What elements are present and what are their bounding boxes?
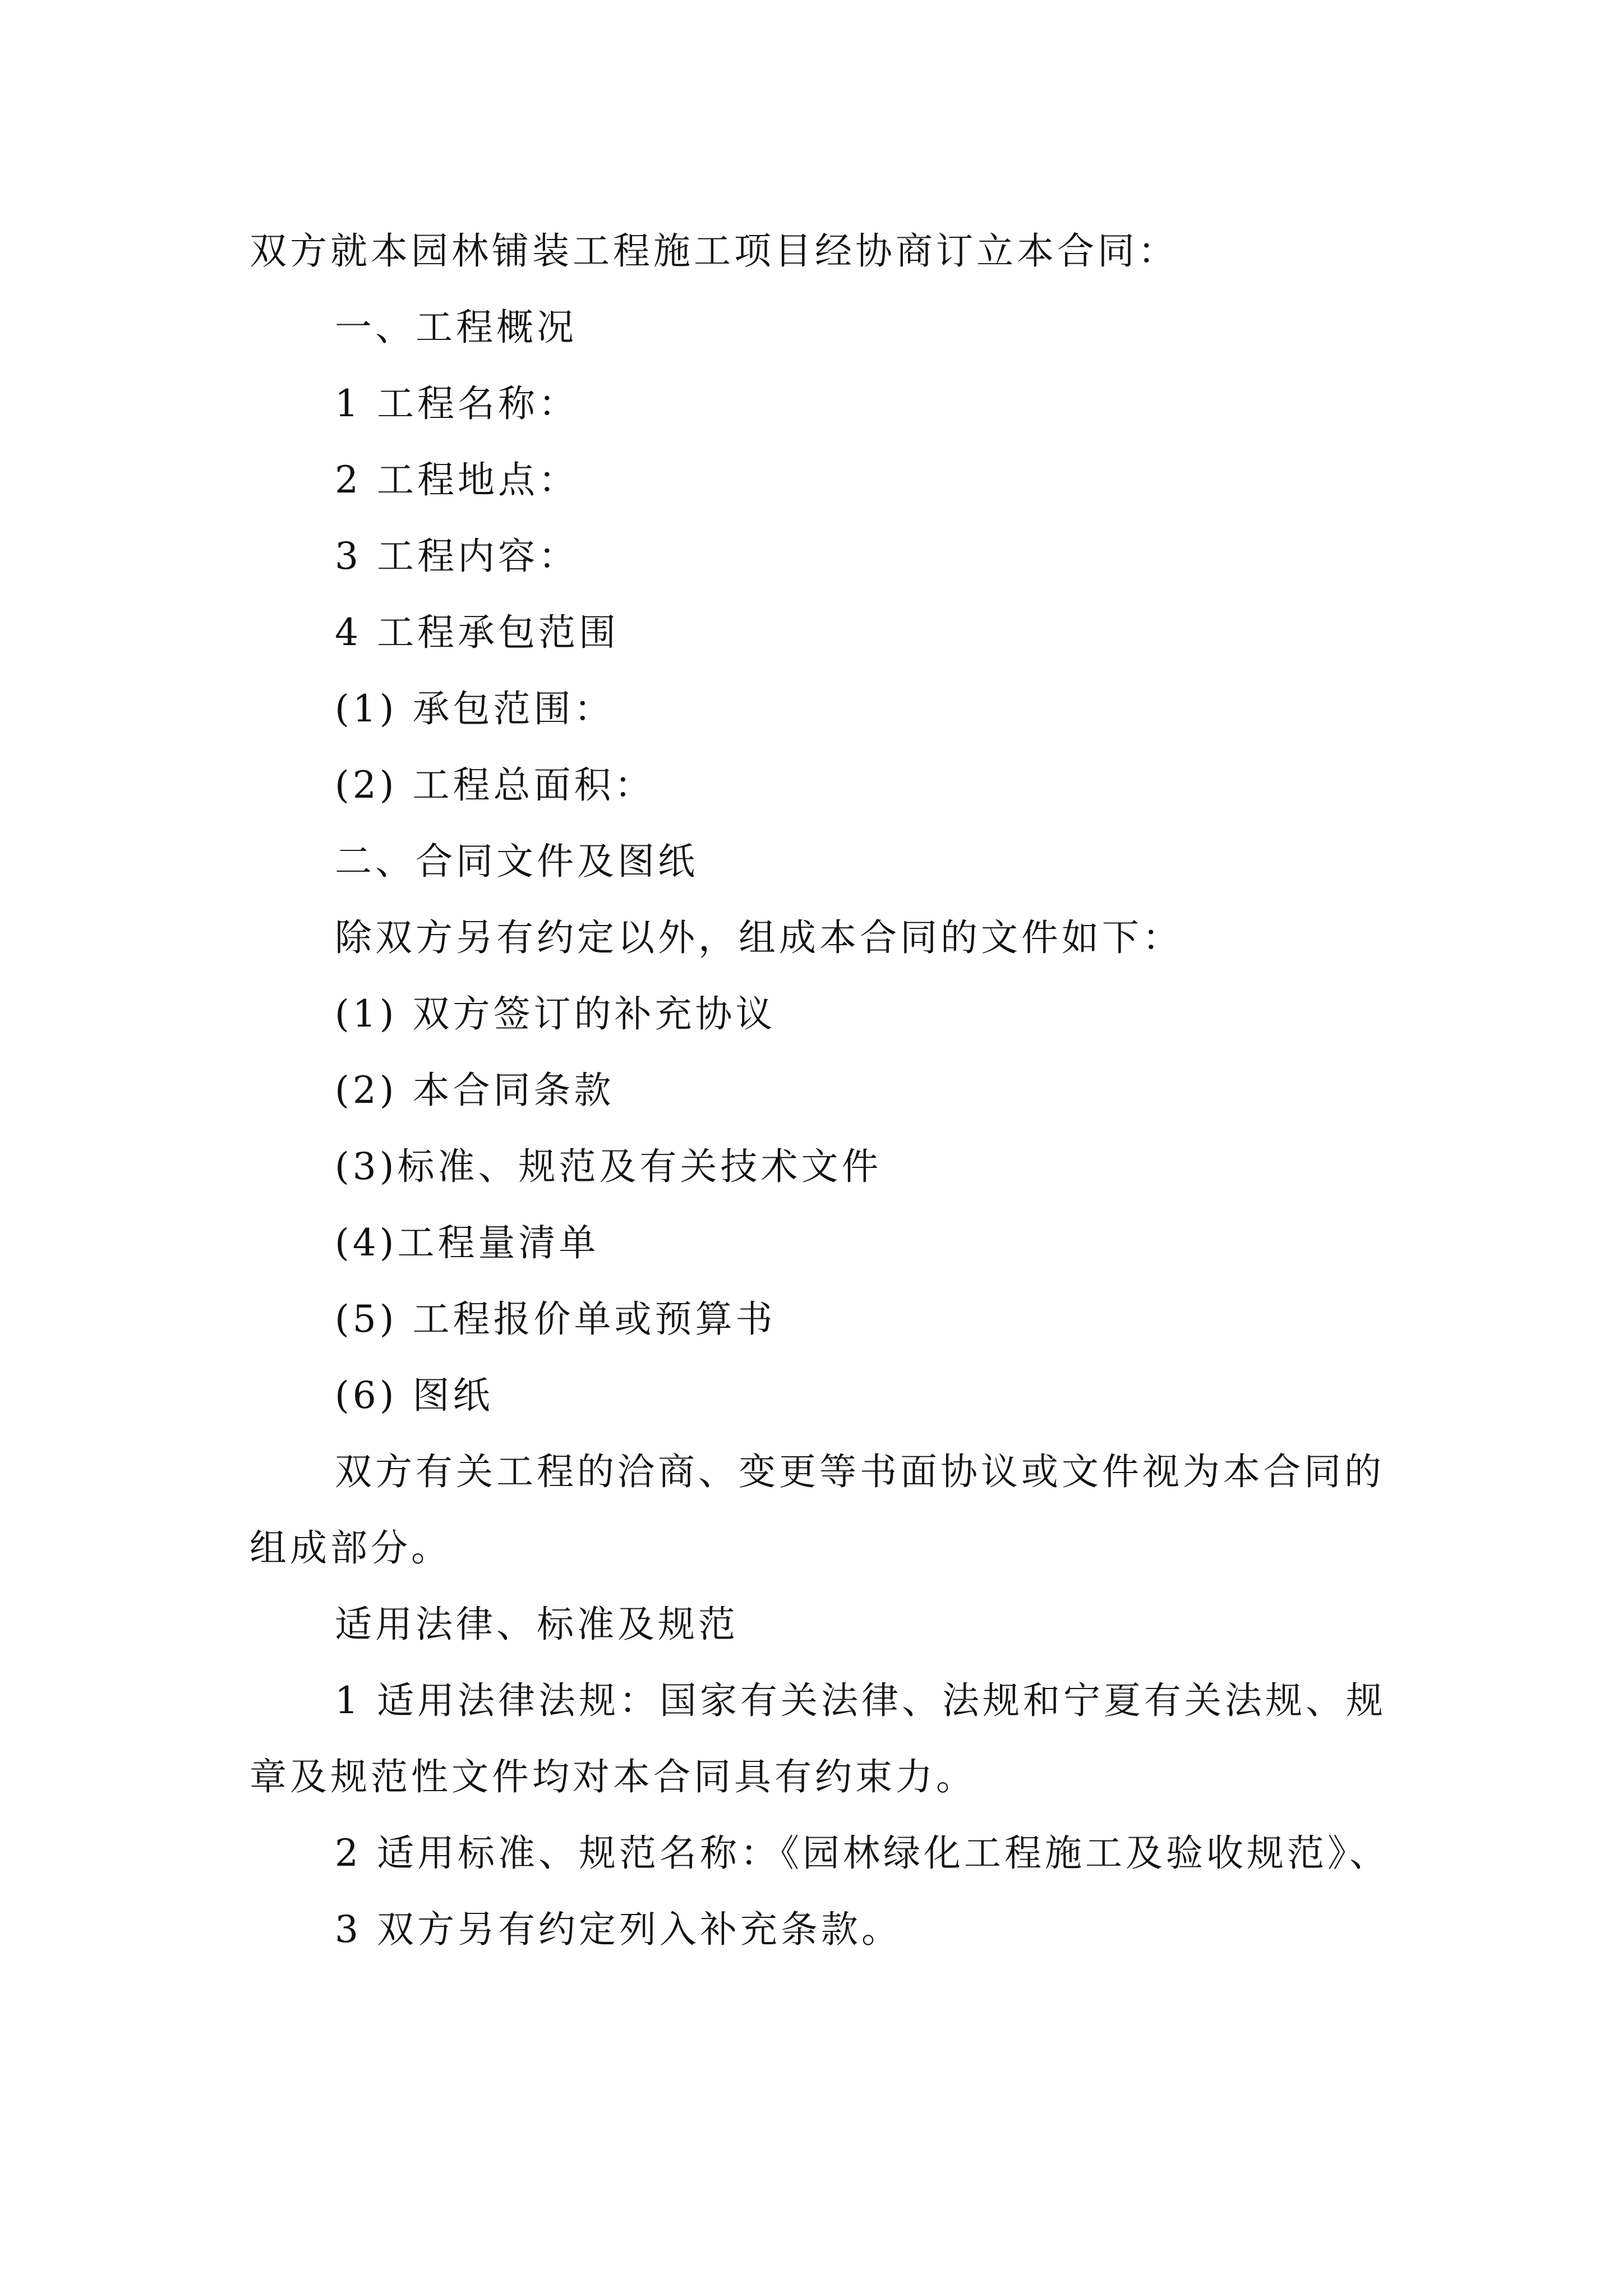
document-item-6: (6) 图纸 (335, 1374, 494, 1417)
laws-item-1: 1 适用法律法规：国家有关法律、法规和宁夏有关法规、规章及规范性文件均对本合同具有约束力。 (250, 1679, 1386, 1798)
section-heading-documents: 二、合同文件及图纸 (335, 840, 698, 883)
section-heading-overview: 一、工程概况 (335, 306, 577, 349)
document-body (250, 213, 1396, 1968)
intro-paragraph: 双方就本园林铺装工程施工项目经协商订立本合同： (250, 229, 1178, 273)
contract-scope-heading: 4 工程承包范围 (335, 611, 619, 654)
document-item-2: (2) 本合同条款 (335, 1069, 615, 1112)
project-name-line: 1 工程名称： (335, 382, 579, 425)
laws-item-2: 2 适用标准、规范名称：《园林绿化工程施工及验收规范》、 (335, 1832, 1390, 1875)
scope-item-2: (2) 工程总面积： (335, 763, 655, 807)
documents-note-paragraph: 双方有关工程的洽商、变更等书面协议或文件视为本合同的组成部分。 (250, 1450, 1385, 1570)
section-heading-laws: 适用法律、标准及规范 (335, 1603, 739, 1646)
project-content-line: 3 工程内容： (335, 535, 579, 578)
project-location-line: 2 工程地点： (335, 458, 579, 501)
document-item-4: (4)工程量清单 (335, 1221, 600, 1264)
document-item-1: (1) 双方签订的补充协议 (335, 992, 776, 1036)
documents-intro: 除双方另有约定以外，组成本合同的文件如下： (335, 916, 1183, 959)
document-item-5: (5) 工程报价单或预算书 (335, 1297, 776, 1341)
laws-item-3: 3 双方另有约定列入补充条款。 (335, 1908, 902, 1951)
scope-item-1: (1) 承包范围： (335, 687, 615, 730)
document-item-3: (3)标准、规范及有关技术文件 (335, 1145, 882, 1188)
